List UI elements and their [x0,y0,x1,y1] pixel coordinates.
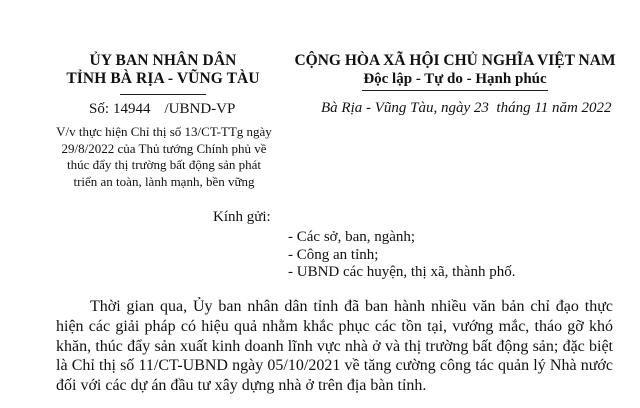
motto-underline [362,90,548,91]
national-header [280,52,630,91]
subject-line: thúc đẩy thị trường bất động sản phát [66,157,262,172]
national-motto: Độc lập - Tự do - Hạnh phúc [363,71,547,87]
recipient-item: - Các sở, ban, ngành; [288,229,416,245]
issuing-authority [60,52,266,95]
document-number-suffix: /UBND-VP [164,101,236,117]
recipient-item: - Công an tỉnh; [288,246,379,263]
authority-name-line1: ỦY BAN NHÂN DÂN [89,52,237,69]
subject-line: V/v thực hiện Chỉ thị số 13/CT-TTg ngày [56,124,272,139]
subject-line: triển an toàn, lành mạnh, bền vững [73,173,255,189]
subject-line: 29/8/2022 của Thủ tướng Chính phủ về [61,140,267,156]
document-number-value: 14944 [113,101,151,117]
recipient-item: - UBND các huyện, thị xã, thành phố. [288,264,516,280]
document-subject [56,124,272,190]
place-and-date: Bà Rịa - Vũng Tàu, ngày 23 tháng 11 năm 2022 [321,100,612,116]
recipient-greeting: Kính gửi: [213,209,271,225]
document-number [89,101,235,118]
authority-name-line2: TỈNH BÀ RỊA - VŨNG TÀU [66,70,260,87]
body-paragraph: Thời gian qua, Ủy ban nhân dân tỉnh đã ban hành nhiều văn bản chỉ đạo thực hiện các giải pháp có hiệu quả nhằm khắc phục các tồn tại, vướng mắc, tháo gỡ khó khăn, thúc đẩy sản xuất kinh doanh lĩnh vực nhà ở và thị trường bất động sản; đặc biệt là Chỉ thị số 11/CT-UBND ngày 05/10/2021 về tăng cường công tác quản lý Nhà nước đối với các dự án đầu tư xây dựng nhà ở trên địa bàn tỉnh. [56,298,613,395]
document-number-label: Số: [89,101,110,117]
recipient-list [288,229,515,282]
nation-title: CỘNG HÒA XÃ HỘI CHỦ NGHĨA VIỆT NAM [294,52,616,69]
authority-underline [120,94,206,95]
